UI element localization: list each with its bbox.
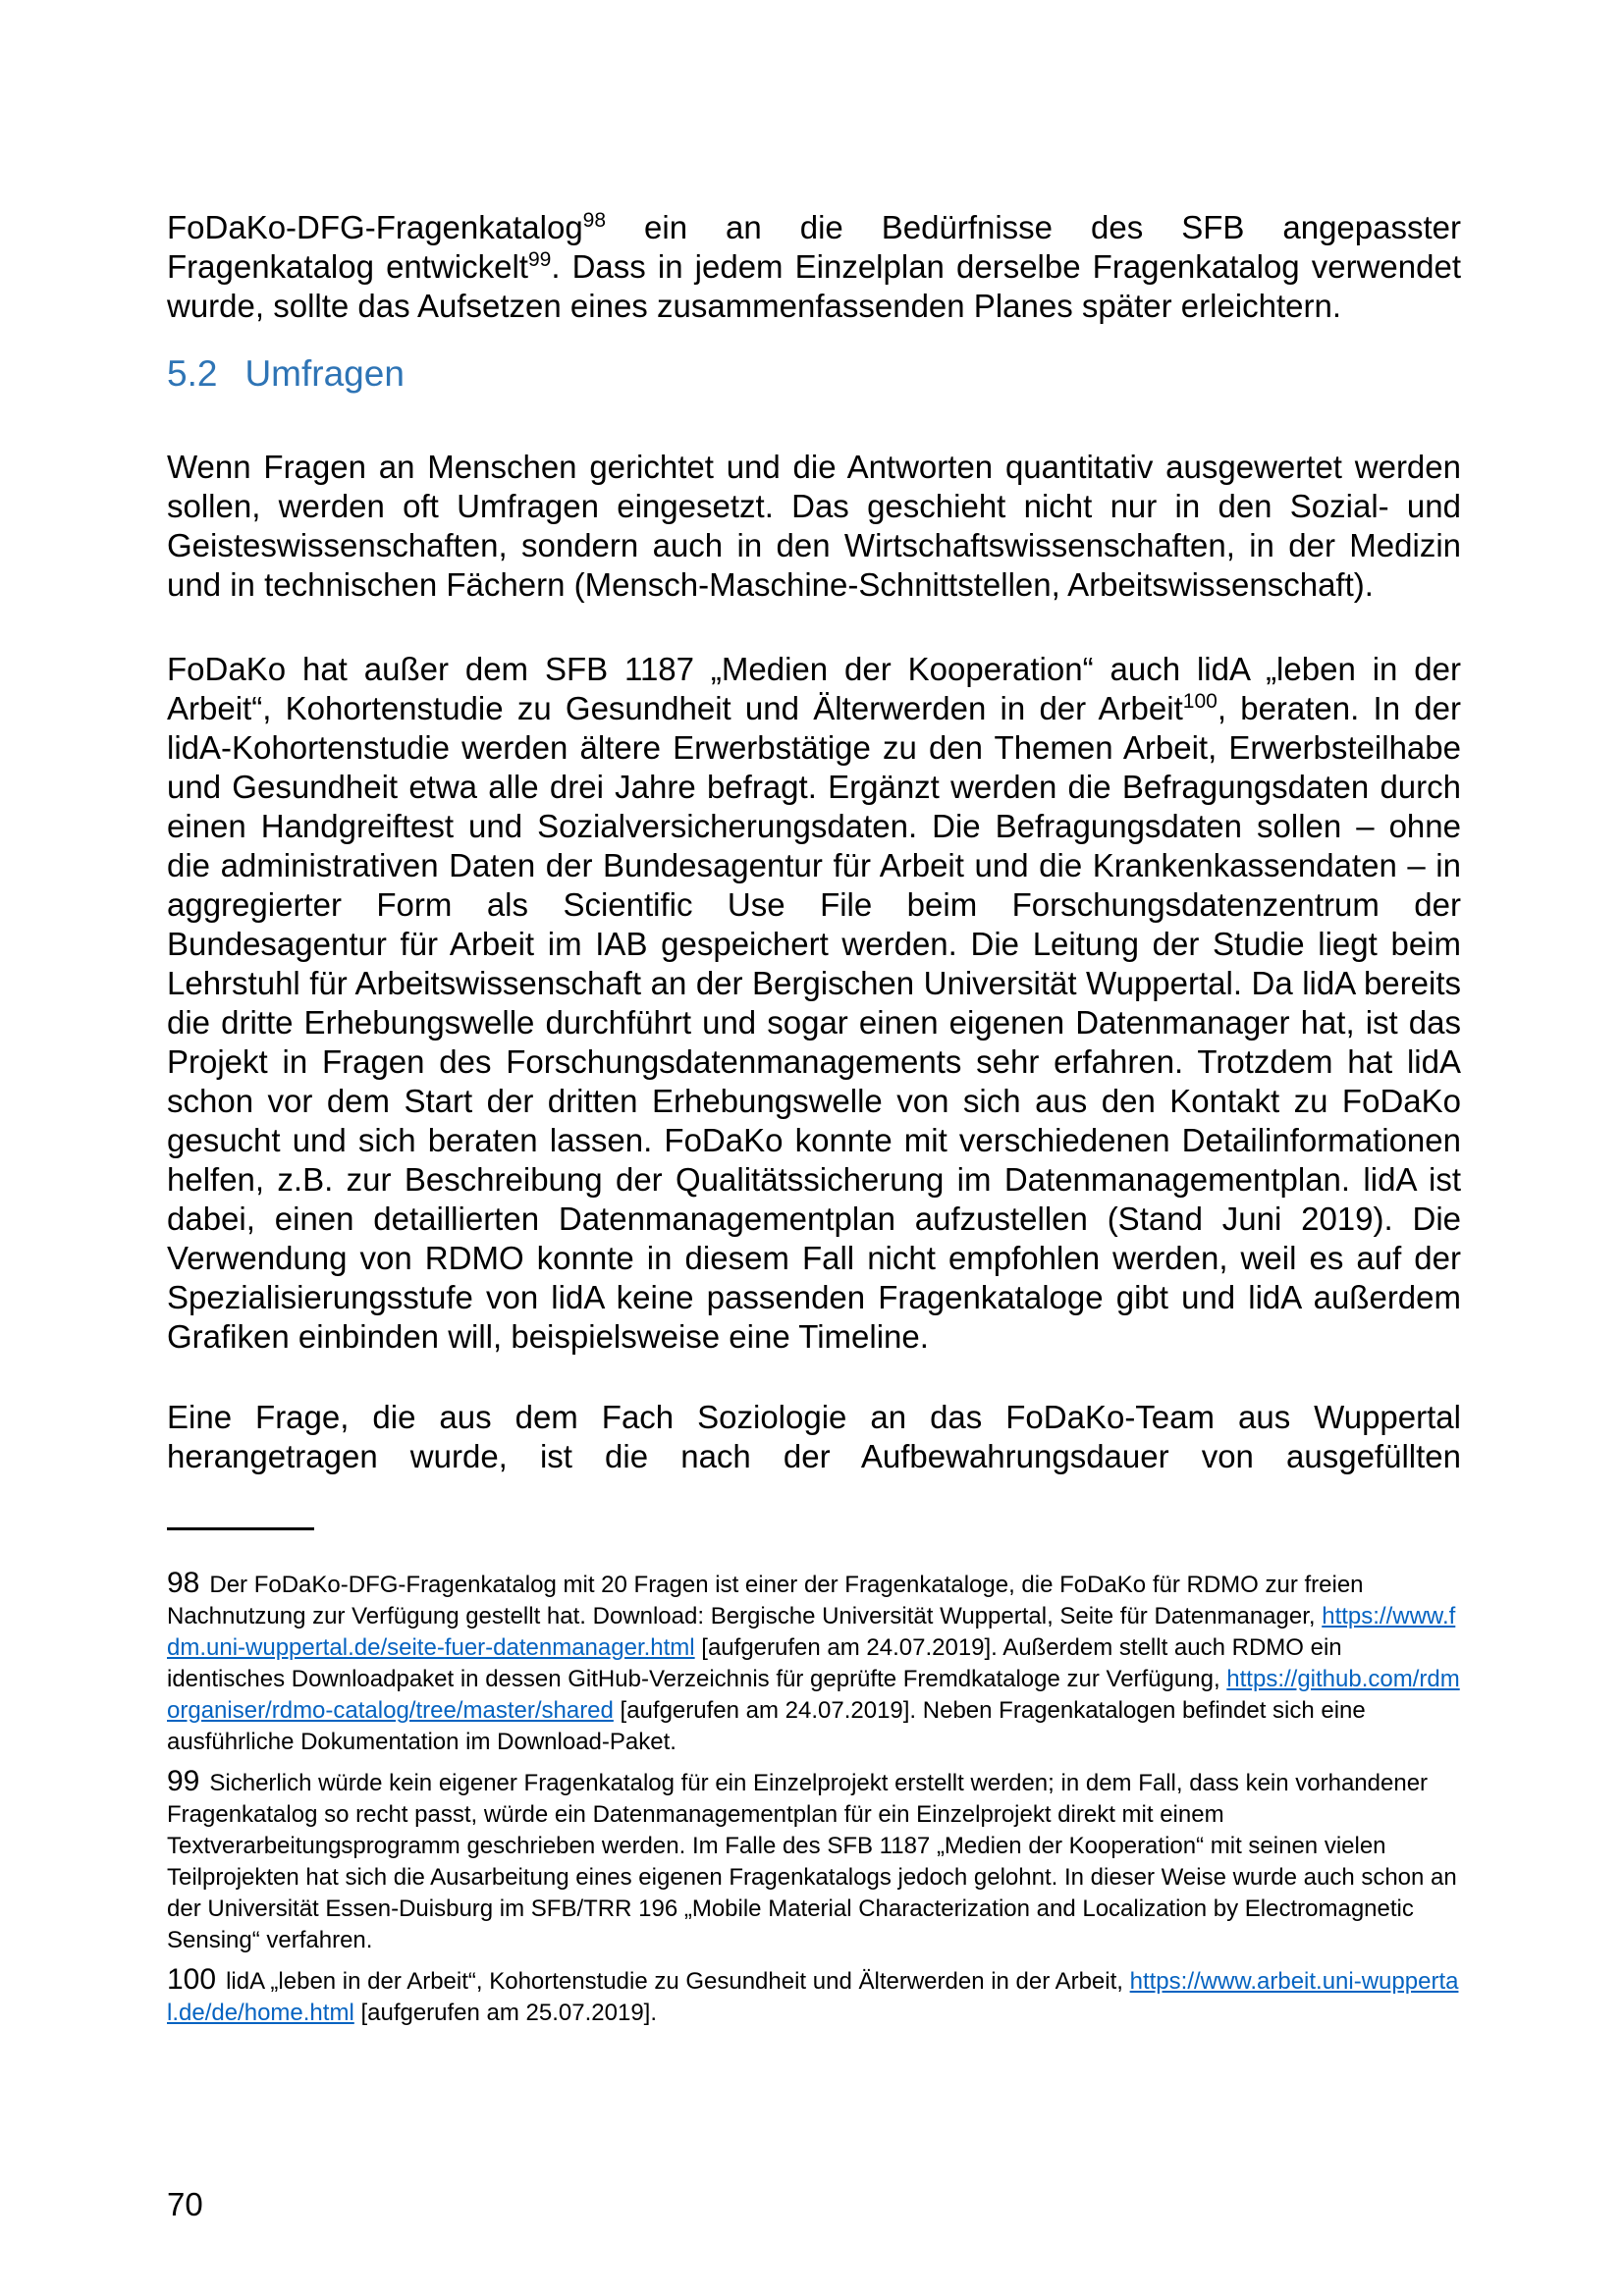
footnote-text (167, 1968, 1458, 2026)
footnote-text (167, 1572, 1460, 1755)
footnote-separator (167, 1527, 314, 1530)
text-run: ein an die Bedürfnisse des SFB angepasster Fragenkatalog entwickelt (167, 209, 1461, 285)
text-run: [aufgerufen am 25.07.2019]. (353, 2000, 658, 2026)
text-run: [aufgerufen am 24.07.2019]. Neben Fragenkatalogen befindet sich eine ausführliche Dokumentation im Download-Paket. (167, 1697, 1366, 1755)
section-heading (167, 351, 1461, 397)
text-run: FoDaKo-DFG-Fragenkatalog (167, 209, 583, 245)
text-run: FoDaKo hat außer dem SFB 1187 „Medien der Kooperation“ auch lidA „leben in der Arbeit“, Kohortenstudie zu Gesundheit und Älterwerden in der Arbeit (167, 651, 1461, 726)
text-run: . Dass in jedem Einzelplan derselbe Fragenkatalog verwendet wurde, sollte das Aufsetzen eines zusammenfassenden Planes später erleichtern. (167, 248, 1462, 324)
footnote-number: 99 (167, 1765, 200, 1797)
text-run: Wenn Fragen an Menschen gerichtet und die Antworten quantitativ ausgewertet werden sollen, werden oft Umfragen eingesetzt. Das geschieht nicht nur in den Sozial- und Geisteswissenschaften, sondern auch in den Wirtschaftswissenschaften, in der Medizin und in technischen Fächern (Mensch-Maschine-Schnittstellen, Arbeitswissenschaft). (167, 449, 1461, 603)
section-number: 5.2 (167, 353, 218, 394)
paragraph-soziologie (167, 1398, 1461, 1476)
text-run: Sicherlich würde kein eigener Fragenkatalog für ein Einzelprojekt erstellt werden; in dem Fall, dass kein vorhandener Fragenkatalog so recht passt, würde ein Datenmanagementplan für ein Einzelprojekt direkt mit einem Textverarbeitungsprogramm geschrieben werden. Im Falle des SFB 1187 „Medien der Kooperation“ mit seinen vielen Teilprojekten hat sich die Ausarbeitung eines eigenen Fragenkatalogs jedoch gelohnt. In dieser Weise wurde auch schon an der Universität Essen-Duisburg im SFB/TRR 196 „Mobile Material Characterization and Localization by Electromagnetic Sensing“ verfahren. (167, 1770, 1457, 1953)
footnote-100 (167, 1964, 1461, 2029)
footnote-number: 100 (167, 1963, 217, 1996)
text-run: Eine Frage, die aus dem Fach Soziologie an das FoDaKo-Team aus Wuppertal herangetragen wurde, ist die nach der Aufbewahrungsdauer von ausgefüllten (167, 1399, 1461, 1474)
page-number: 70 (167, 2186, 203, 2222)
text-run: [aufgerufen am 24.07.2019]. Außerdem stellt auch RDMO ein identisches Downloadpaket in dessen GitHub-Verzeichnis für geprüfte Fremdkataloge zur Verfügung, (167, 1634, 1342, 1692)
footnote-98 (167, 1568, 1461, 1758)
footnote-ref: 98 (582, 209, 607, 232)
footnote-ref: 100 (1182, 690, 1218, 713)
text-run: , beraten. In der lidA-Kohortenstudie werden ältere Erwerbstätige zu den Themen Arbeit, Erwerbsteilhabe und Gesundheit etwa alle drei Jahre befragt. Ergänzt werden die Befragungsdaten durch einen Handgreiftest und Sozialversicherungsdaten. Die Befragungsdaten sollen – ohne die administrativen Daten der Bundesagentur für Arbeit und die Krankenkassendaten – in aggregierter Form als Scientific Use File beim Forschungsdatenzentrum der Bundesagentur für Arbeit im IAB gespeichert werden. Die Leitung der Studie liegt beim Lehrstuhl für Arbeitswissenschaft an der Bergischen Universität Wuppertal. Da lidA bereits die dritte Erhebungswelle durchführt und sogar einen eigenen Datenmanager hat, ist das Projekt in Fragen des Forschungsdatenmanagements sehr erfahren. Trotzdem hat lidA schon vor dem Start der dritten Erhebungswelle von sich aus den Kontakt zu FoDaKo gesucht und sich beraten lassen. FoDaKo konnte mit verschiedenen Detailinformationen helfen, z.B. zur Beschreibung der Qualitätssicherung im Datenmanagementplan. lidA ist dabei, einen detaillierten Datenmanagementplan aufzustellen (Stand Juni 2019). Die Verwendung von RDMO konnte in diesem Fall nicht empfohlen werden, weil es auf der Spezialisierungsstufe von lidA keine passenden Fragenkataloge gibt und lidA außerdem Grafiken einbinden will, beispielsweise eine Timeline. (167, 690, 1461, 1355)
hyperlink[interactable]: https://www.arbeit.uni-wuppertal.de/de/home.html (167, 1968, 1459, 2026)
paragraph-lida (167, 650, 1461, 1357)
section-title: Umfragen (244, 353, 405, 394)
paragraph-intro-continued (167, 208, 1461, 326)
hyperlink[interactable]: https://github.com/rdmorganiser/rdmo-catalog/tree/master/shared (167, 1666, 1460, 1724)
footnotes-section (167, 1568, 1461, 2029)
footnote-99 (167, 1766, 1461, 1956)
paragraph-umfragen-intro (167, 448, 1461, 605)
footnote-ref: 99 (527, 248, 552, 271)
hyperlink[interactable]: https://www.fdm.uni-wuppertal.de/seite-fuer-datenmanager.html (167, 1603, 1456, 1661)
footnote-number: 98 (167, 1567, 200, 1599)
text-run: Der FoDaKo-DFG-Fragenkatalog mit 20 Fragen ist einer der Fragenkataloge, die FoDaKo für RDMO zur freien Nachnutzung zur Verfügung gestellt hat. Download: Bergische Universität Wuppertal, Seite für Datenmanager, (167, 1572, 1364, 1629)
page-content (167, 208, 1461, 2037)
footnote-text (167, 1770, 1457, 1953)
text-run: lidA „leben in der Arbeit“, Kohortenstudie zu Gesundheit und Älterwerden in der Arbeit, (226, 1968, 1130, 1995)
